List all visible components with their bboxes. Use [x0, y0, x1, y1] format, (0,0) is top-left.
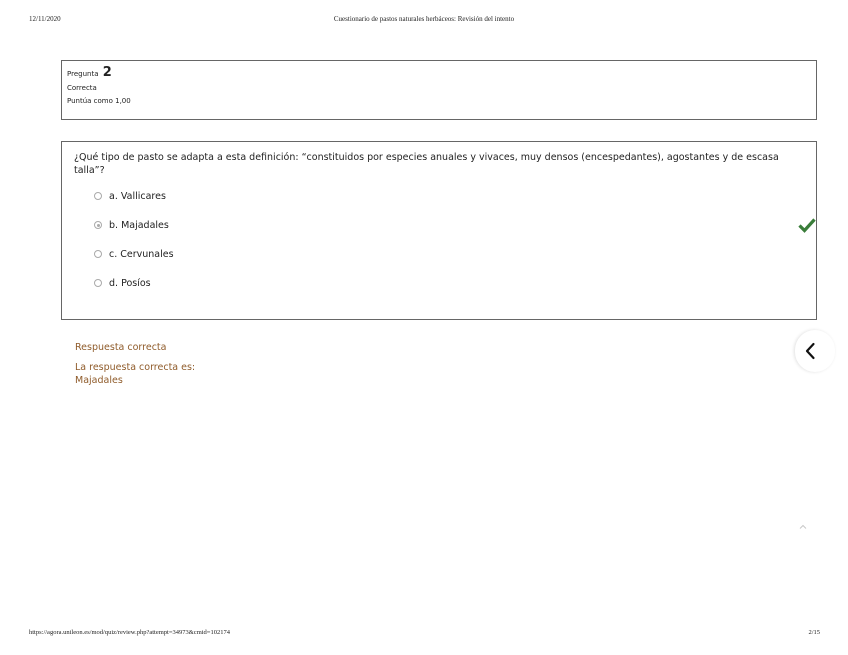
answer-option-d[interactable]: [74, 277, 804, 306]
answer-label-a: a. Vallicares: [109, 191, 166, 202]
question-state: Correcta: [67, 84, 97, 92]
answer-feedback: [75, 341, 195, 387]
answer-option-c[interactable]: [74, 248, 804, 277]
question-text: ¿Qué tipo de pasto se adapta a esta definición: “constituidos por especies anuales y vivaces, muy densos (encespedantes), agostantes y de escasa talla”?: [74, 152, 779, 176]
answer-label-c: c. Cervunales: [109, 249, 174, 260]
answer-label-d: d. Posíos: [109, 278, 151, 289]
question-info-box: [61, 60, 817, 120]
answer-label-b: b. Majadales: [109, 220, 169, 231]
answer-radio-a[interactable]: [94, 192, 102, 200]
question-number-value: 2: [102, 65, 112, 80]
answer-radio-c[interactable]: [94, 250, 102, 258]
answer-option-b[interactable]: [74, 219, 804, 248]
correct-answer-value: Majadales: [75, 375, 123, 386]
print-header-title: Cuestionario de pastos naturales herbáceos: Revisión del intento: [333, 15, 515, 23]
print-footer-page: 2/15: [808, 629, 820, 636]
question-number-label: Pregunta: [67, 70, 99, 78]
question-content-box: [61, 141, 817, 320]
feedback-status: Respuesta correcta: [75, 342, 167, 353]
answer-radio-b[interactable]: [94, 221, 102, 229]
check-icon: [798, 217, 816, 233]
print-header-date: 12/11/2020: [29, 15, 61, 23]
chevron-up-icon[interactable]: [797, 522, 809, 532]
question-number: [67, 66, 811, 81]
question-grade: Puntúa como 1,00: [67, 97, 131, 105]
answer-option-a[interactable]: [74, 190, 804, 219]
drawer-toggle-button[interactable]: [795, 330, 835, 372]
answer-radio-d[interactable]: [94, 279, 102, 287]
print-footer-url: https://agora.unileon.es/mod/quiz/review.php?attempt=34973&cmid=102174: [29, 629, 230, 636]
correct-answer-intro: La respuesta correcta es:: [75, 362, 196, 373]
chevron-left-icon: [803, 342, 817, 360]
